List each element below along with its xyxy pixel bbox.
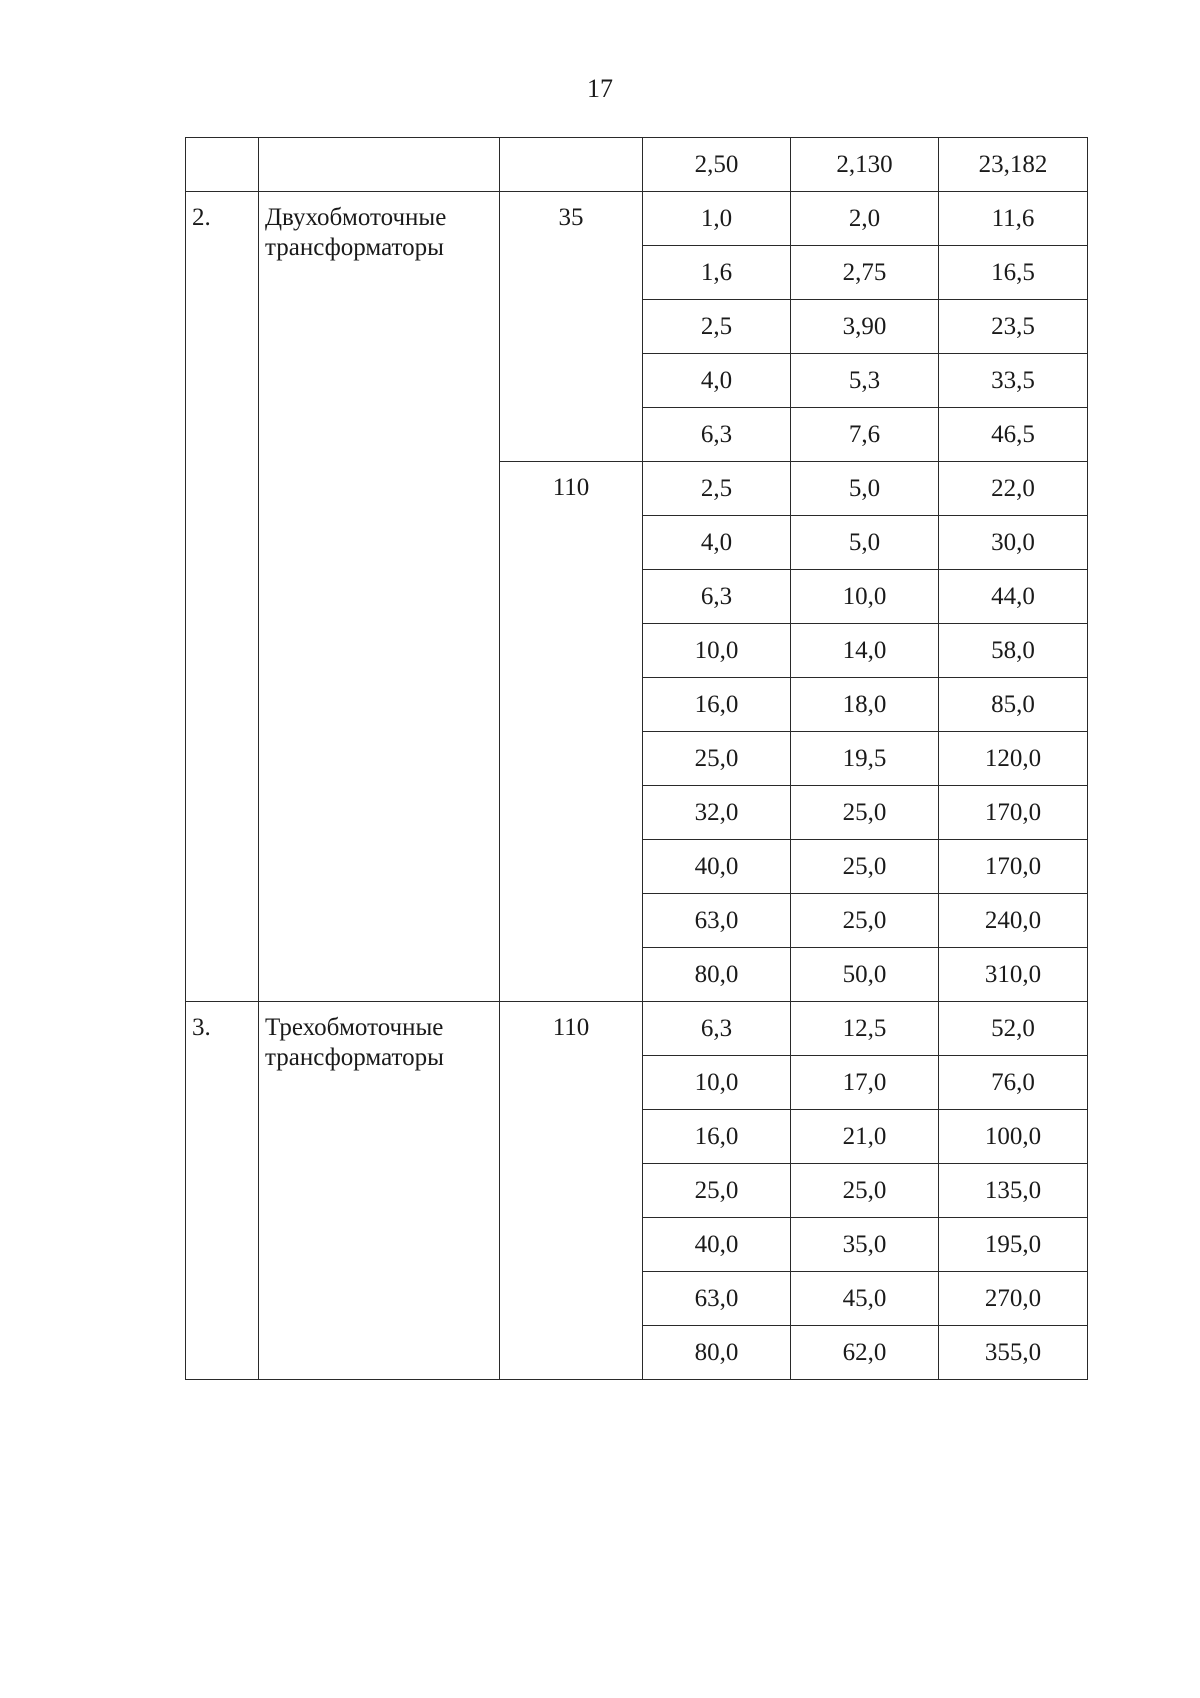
- idle-loss-cell: 5,0: [791, 516, 939, 570]
- power-cell: 4,0: [643, 516, 791, 570]
- row-number-cell: 2.: [186, 192, 259, 1002]
- voltage-cell: 110: [500, 462, 643, 1002]
- short-circuit-loss-cell: 85,0: [939, 678, 1088, 732]
- power-cell: 4,0: [643, 354, 791, 408]
- short-circuit-loss-cell: 30,0: [939, 516, 1088, 570]
- row-number-cell: 3.: [186, 1002, 259, 1380]
- equipment-name-line: Трехобмоточные: [265, 1014, 444, 1041]
- power-cell: 25,0: [643, 1164, 791, 1218]
- idle-loss-cell: 45,0: [791, 1272, 939, 1326]
- power-cell: 40,0: [643, 840, 791, 894]
- power-cell: 6,3: [643, 570, 791, 624]
- short-circuit-loss-cell: 135,0: [939, 1164, 1088, 1218]
- idle-loss-cell: 5,3: [791, 354, 939, 408]
- idle-loss-cell: 25,0: [791, 840, 939, 894]
- voltage-cell: [500, 138, 643, 192]
- short-circuit-loss-cell: 120,0: [939, 732, 1088, 786]
- idle-loss-cell: 17,0: [791, 1056, 939, 1110]
- short-circuit-loss-cell: 44,0: [939, 570, 1088, 624]
- row-number-cell: [186, 138, 259, 192]
- idle-loss-cell: 2,130: [791, 138, 939, 192]
- short-circuit-loss-cell: 58,0: [939, 624, 1088, 678]
- power-cell: 6,3: [643, 408, 791, 462]
- equipment-name-line: Двухобмоточные: [265, 204, 447, 231]
- voltage-cell: 35: [500, 192, 643, 462]
- table-row: [186, 192, 1088, 246]
- voltage-cell: 110: [500, 1002, 643, 1380]
- power-cell: 1,0: [643, 192, 791, 246]
- idle-loss-cell: 5,0: [791, 462, 939, 516]
- short-circuit-loss-cell: 16,5: [939, 246, 1088, 300]
- idle-loss-cell: 3,90: [791, 300, 939, 354]
- power-cell: 80,0: [643, 1326, 791, 1380]
- short-circuit-loss-cell: 23,5: [939, 300, 1088, 354]
- equipment-name-line: трансформаторы: [265, 1044, 444, 1071]
- idle-loss-cell: 35,0: [791, 1218, 939, 1272]
- idle-loss-cell: 25,0: [791, 1164, 939, 1218]
- idle-loss-cell: 62,0: [791, 1326, 939, 1380]
- short-circuit-loss-cell: 46,5: [939, 408, 1088, 462]
- power-cell: 80,0: [643, 948, 791, 1002]
- idle-loss-cell: 25,0: [791, 894, 939, 948]
- power-cell: 16,0: [643, 1110, 791, 1164]
- short-circuit-loss-cell: 33,5: [939, 354, 1088, 408]
- power-cell: 2,5: [643, 462, 791, 516]
- equipment-name-cell: [259, 138, 500, 192]
- short-circuit-loss-cell: 170,0: [939, 786, 1088, 840]
- page-number: 17: [587, 74, 613, 103]
- power-cell: 63,0: [643, 894, 791, 948]
- equipment-name-line: трансформаторы: [265, 234, 444, 261]
- power-cell: 16,0: [643, 678, 791, 732]
- idle-loss-cell: 7,6: [791, 408, 939, 462]
- idle-loss-cell: 25,0: [791, 786, 939, 840]
- short-circuit-loss-cell: 270,0: [939, 1272, 1088, 1326]
- power-cell: 10,0: [643, 624, 791, 678]
- short-circuit-loss-cell: 195,0: [939, 1218, 1088, 1272]
- short-circuit-loss-cell: 11,6: [939, 192, 1088, 246]
- idle-loss-cell: 50,0: [791, 948, 939, 1002]
- power-cell: 63,0: [643, 1272, 791, 1326]
- power-cell: 25,0: [643, 732, 791, 786]
- power-cell: 40,0: [643, 1218, 791, 1272]
- short-circuit-loss-cell: 240,0: [939, 894, 1088, 948]
- power-cell: 10,0: [643, 1056, 791, 1110]
- short-circuit-loss-cell: 310,0: [939, 948, 1088, 1002]
- short-circuit-loss-cell: 52,0: [939, 1002, 1088, 1056]
- power-cell: 1,6: [643, 246, 791, 300]
- idle-loss-cell: 2,0: [791, 192, 939, 246]
- power-cell: 6,3: [643, 1002, 791, 1056]
- short-circuit-loss-cell: 355,0: [939, 1326, 1088, 1380]
- short-circuit-loss-cell: 170,0: [939, 840, 1088, 894]
- transformer-losses-table: [185, 137, 1088, 1380]
- table-row: [186, 1002, 1088, 1056]
- idle-loss-cell: 18,0: [791, 678, 939, 732]
- power-cell: 32,0: [643, 786, 791, 840]
- short-circuit-loss-cell: 23,182: [939, 138, 1088, 192]
- idle-loss-cell: 14,0: [791, 624, 939, 678]
- idle-loss-cell: 12,5: [791, 1002, 939, 1056]
- idle-loss-cell: 19,5: [791, 732, 939, 786]
- table-row: [186, 138, 1088, 192]
- short-circuit-loss-cell: 22,0: [939, 462, 1088, 516]
- equipment-name-cell: [259, 1002, 500, 1380]
- equipment-name-cell: [259, 192, 500, 1002]
- power-cell: 2,5: [643, 300, 791, 354]
- table-body: [186, 138, 1088, 1380]
- short-circuit-loss-cell: 100,0: [939, 1110, 1088, 1164]
- idle-loss-cell: 2,75: [791, 246, 939, 300]
- short-circuit-loss-cell: 76,0: [939, 1056, 1088, 1110]
- power-cell: 2,50: [643, 138, 791, 192]
- idle-loss-cell: 10,0: [791, 570, 939, 624]
- idle-loss-cell: 21,0: [791, 1110, 939, 1164]
